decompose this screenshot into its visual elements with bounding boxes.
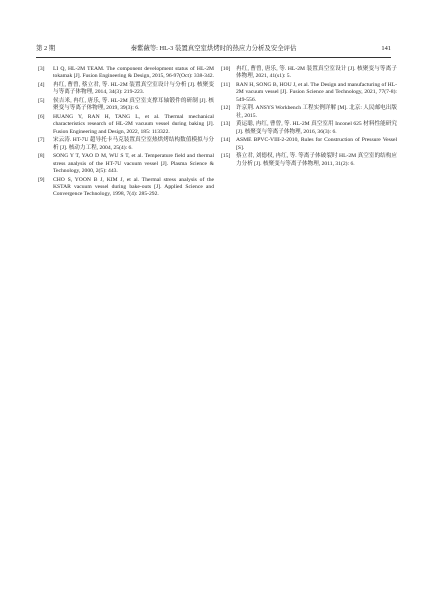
reference-number: [11] <box>221 81 231 88</box>
page-header <box>36 43 391 55</box>
running-title: 秦紫薇等: HL-3 装置真空室烘烤时的热应力分析及安全评估 <box>130 45 297 52</box>
reference-item <box>38 137 214 152</box>
reference-number: [15] <box>221 153 231 160</box>
reference-item <box>221 137 397 152</box>
reference-item <box>221 105 397 120</box>
reference-item <box>38 82 214 97</box>
reference-number: [13] <box>221 121 231 128</box>
reference-text: 宋云涛. HT-7U 超导托卡马克装置真空室热烘烤结构数值模拟与分析 [J]. 核动力工程, 2004, 25(4): 6. <box>53 137 214 151</box>
reference-text: SONG Y T, YAO D M, WU S T, et al. Temperature field and thermal stress analysis of the HT-7U vacuum vessel [J]. Plasma Science & Technology, 2000, 2(5): 443. <box>53 153 214 174</box>
reference-text: 蔡立君, 刘德权, 冉红, 等. 等离子体破裂时 HL-2M 真空室的结构应力分析 [J]. 核聚变与等离子体物理, 2011, 31(2): 6. <box>236 153 397 167</box>
reference-item <box>38 98 214 113</box>
reference-number: [6] <box>38 113 45 120</box>
reference-item <box>221 153 397 168</box>
reference-number: [5] <box>38 97 45 104</box>
reference-number: [4] <box>38 81 45 88</box>
reference-number: [12] <box>221 105 231 112</box>
reference-text: HUANG Y, RAN H, TANG L, et al. Thermal mechanical characteristics research of HL-2M vacuum vessel during baking [J]. Fusion Engineering and Design, 2022, 185: 113322. <box>53 113 214 135</box>
reference-text: LI Q, HL-2M TEAM. The component development status of HL-2M tokamak [J]. Fusion Engineering & Design, 2015, 96-97(Oct): 338-342. <box>53 66 214 80</box>
reference-item <box>38 153 214 175</box>
reference-text: 黄运聪, 冉红, 曹曾, 等. HL-2M 真空室用 Inconel 625 材料性能研究 [J]. 核聚变与等离子体物理, 2016, 36(3): 6. <box>236 121 397 135</box>
reference-number: [3] <box>38 66 45 72</box>
reference-text: ASME BPVC-VIII-2-2010, Rules for Construction of Pressure Vessel [S]. <box>236 137 397 151</box>
reference-item <box>38 177 214 199</box>
page-number: 141 <box>381 45 391 52</box>
reference-number: [9] <box>38 176 45 183</box>
references-left-column <box>38 66 214 200</box>
reference-text: 许京荆. ANSYS Workbench 工程实例详解 [M]. 北京: 人民邮电出版社, 2015. <box>236 105 397 119</box>
reference-text: CHO S, YOON B J, KIM J, et al. Thermal stress analysis of the KSTAR vacuum vessel during bake-outs [J]. Applied Science and Convergence Technology, 1998, 7(4): 285-292. <box>53 176 214 198</box>
header-rule <box>36 57 391 58</box>
reference-item <box>38 114 214 136</box>
reference-item <box>221 66 397 81</box>
reference-number: [8] <box>38 153 45 160</box>
reference-text: 冉红, 曹曾, 唐乐, 等. HL-2M 装置真空室设计 [J]. 核聚变与等离子体物理, 2021, 41(s1): 5. <box>236 66 397 80</box>
reference-number: [14] <box>221 137 231 144</box>
reference-text: 冉红, 曹曾, 蔡立君, 等. HL-2M 装置真空室设计与分析 [J]. 核聚变与等离子体物理, 2014, 34(3): 219-223. <box>53 81 214 96</box>
reference-number: [10] <box>221 66 231 72</box>
reference-item <box>221 121 397 136</box>
reference-text: RAN H, SONG B, HOU J, et al. The Design and manufacturing of HL-2M vacuum vessel [J]. Fusion Science and Technology, 2021, 77(7-8): 549-556. <box>236 81 397 103</box>
reference-item <box>221 82 397 104</box>
references-right-column <box>221 66 397 169</box>
reference-text: 侯吉米, 冉红, 唐乐, 等. HL-2M 真空室支撑耳轴锻件的研制 [J]. 核聚变与等离子体物理, 2019, 39(3): 6. <box>53 97 214 112</box>
issue-label: 第 2 期 <box>36 45 56 52</box>
reference-number: [7] <box>38 137 45 144</box>
reference-item <box>38 66 214 81</box>
